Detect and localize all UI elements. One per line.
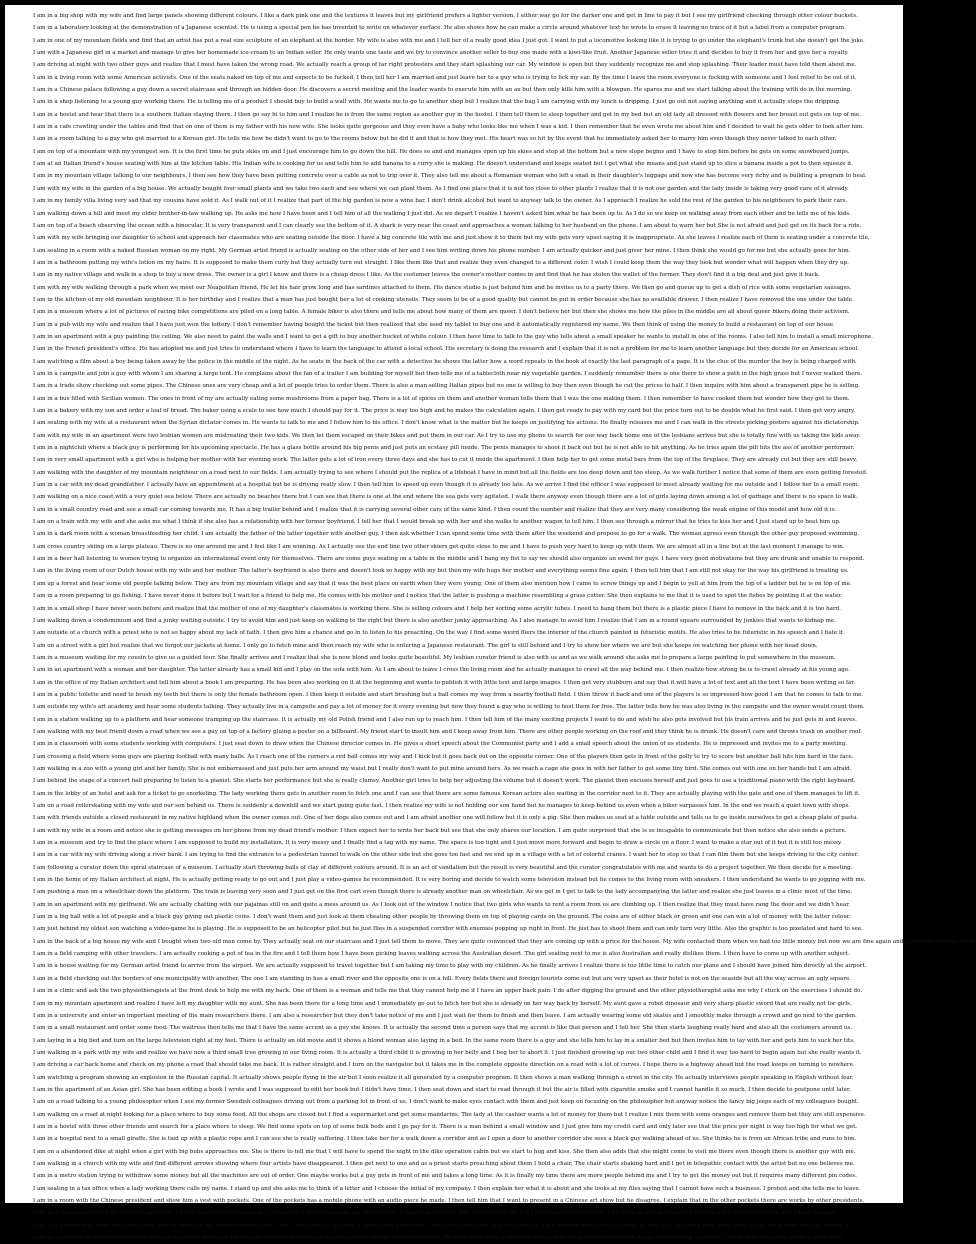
- dream-entry-line: I am driving at night with two other guys and realize that I must have taken the wrong road. We actually reach a group of far right protesters and they start splashing our car. My window is open but they suddenly recognize me and stop splashing. Their leader must have told them about me.: [33, 62, 857, 69]
- dream-entry-line: I am crossing a field where some guys are playing football with many balls. As I reach one of the corners a red ball comes my way and I kick but it goes back out on the opposite corner. One of the players then gets in front of the golly to try to score but another ball hits him hard in the face.: [33, 753, 854, 760]
- dream-entry-line: I am in a small restaurant and order some food. The waitress then tells me that I have the same accent as a guy she knows. It is actually the second time a person says that my accent is like that person and I tell her. She then starts laughing really hard and also all the costumers around us.: [33, 1025, 852, 1032]
- dream-entry-line: I am in the back of a big house my wife and I bought when two old men come by. They actually seat on our staircase and I just tell them to move. They are quite convinced that they are coming up with a price for the house. My wife contacted them when we had too little money but now we are fine again and I just start cursing wood.: [33, 938, 976, 945]
- dream-entry-line: I am in very small apartment with a girl who is helping her mother with her evening work. The latter gets a lot of iron every three days and she has to cut it inside the apartment. I then help her to get some metal bars from the top of the fireplace. They are already cut but they are still heavy.: [33, 457, 858, 464]
- dream-entry-line: I am walking with the daughter of my mountain neighbour on a road next to our fields. I am actually trying to see where I should put the replica of a lifeboat I have in mind but all the fields are too deep down and too steep. As we walk further I notice that some of them are even getting forested.: [33, 469, 868, 476]
- dream-entry-line: I am in a dark room with a woman breastfeeding her child. I am actually the father of the latter together with another guy. I then ask whether I can spend some time with them after the weekend and propose to go for a walk. The woman agrees even though the other guy proposed swimming.: [33, 531, 859, 538]
- dream-entry-line: I am seating in a room with a naked Russian woman on my right. My German artist friend is actually seating on the other side of her and I see him writing down his phone number. I am actually quicker and just giver her mine. I then think she would go for me but she actually goes for him.: [33, 247, 851, 254]
- dream-entry-line: I am in a room with the Chinese president and show him a vest with pockets. One of the pockets has a mobile phone with an audio piece he made. I then tell him that I want to present in a Chinese art show but he disagree. I explain that in the other pockets there are works by other presidents.: [33, 1198, 865, 1204]
- dream-entry-line: I am in a bakery with my son and order a loaf of bread. The baker using a scale to see how much I should pay for it. The price is way too high and he makes the calculation again. I then get ready to pay with my card but the price turn out to be double what he first said. I then get very angry.: [33, 408, 856, 414]
- dream-entry-line: I am in a car with my dead grandfather. I actually have an appointment at a hospital but he is driving really slow. I then tell him to speed up even though it is already too late. As we arrive I find the officer I was supposed to meet already waiting for me outside and I follow her to a small room.: [33, 482, 859, 489]
- dream-entry-line: I am on a abandoned dike at night when a girl with big bubs approaches me. She is there to tell me that I will have to spend the night in the dike operation cabin but we start to hug and kiss. She then also adds that she might come to visit me there even though there is another guy with me.: [33, 1148, 856, 1155]
- dream-entry-line: I am with friends outside a closed restaurant in my native highland when the owner comes out. One of her dogs also comes out and I am afraid another one will follow but it is only a pig. She then makes us seat at a table outside and tells us to go inside ourselves to get a cheap plate of pasta.: [33, 815, 859, 822]
- dream-entry-line: I am in a cafe crawling under the tables and find that on one of them is my father with his new wife. She looks quite gorgeous and they even have a baby who looks like me when I was a kid. I then remember that he even wrote me about him and I decided to wait he gets older to look after him.: [33, 124, 864, 131]
- dream-entry-line: I am on a road talking to a young philosopher when I see my former Swedish colleagues driving out from a parking lot in front of us. I don't want to make eyes contact with them and just keep on focusing on the philosopher but anyway notice the fancy big jeeps each of my colleagues bought.: [33, 1099, 859, 1106]
- dream-entry-line: I am in a bus filled with Sicilian women. The ones in front of my are actually eating some mushrooms from a paper bag. There is a lot of spices on them and another woman tells them that I was the one making them. I then remember to have cooked them but wonder how they got to them.: [33, 395, 850, 402]
- dream-entry-line: I am in the office of my Italian architect and tell him about a book I am preparing. He has been also working on it at the beginning and wants to publish it with little text and large images. I then get very stubborn and say that it will have a lot of text and all the text I have been writing so far.: [33, 679, 856, 686]
- document-page: [5, 5, 976, 1242]
- dream-entry-line: I am in a small shop I have never seen before and realize that the mother of one of my daughter's classmates is working there. She is selling colours and I help her sorting some acrylic tubes. I need to hang them but there is a plastic piece I have to remove in the back and it is too hard.: [33, 605, 841, 612]
- dream-entry-line: I am in one of my mountain fields and find that an artist has put a real size sculpture of an elephant at the border. My wife is also with me and I tell her of a really good idea I just got. I want to put a locomotive looking like it is trying to go under the elephant's trunk but she doesn't get the joke.: [33, 37, 865, 44]
- dream-entry-line: I am in a garden with three men discussing how to renovate the window outside their club. They think of applying a corrugated plaster but I explain to them that they first need to put a wooden frame in the outside so that they can use a long metal float to put the plaster straight around it.: [33, 1222, 852, 1229]
- dream-entry-line: I am in a campsite and join a guy with whom I am sharing a large tent. He complains about the fan of a trailer I am building for myself but then tells me of a tablecloth near my vegetable garden. I suddenly remember there is one there to show a path in the high grass but I never walked there.: [33, 370, 863, 377]
- dream-entry-line: I am outside of a church with a priest who is not so happy about my lack of faith. I then give him a chance and go in to listen to his preaching. On the way I find some weird fliers the interior of the church painted in futuristic motifs. He also tries to be futuristic in his speech and I hate it.: [33, 630, 845, 637]
- dream-entry-line: I am in the lobby of an hotel and ask for a ticket to go snorkeling. The lady working there gets in another room to fetch one and I can see that there are some famous Korean actors also waiting in the corridor next to it. They are actually playing with the gate and one of them manages to lift it.: [33, 790, 861, 797]
- dream-entry-line: I am in a room talking to a guy who got married to a Korean girl. He tells me how he didn't want to go to the rooms below but he did it and that is how they met. His heart was so hit by the event that he immediately asked her to marry him even though they never talked to each other.: [33, 136, 837, 143]
- dream-entry-line: I am in a Chinese palace following a guy down a secret staircase and through an hidden door. He discovers a secret meeting and the leader wants to execute him with an ax but then only kills him with a blowgun. He spares me and we start talking about the training with do in the morning.: [33, 87, 852, 94]
- dream-entry-line: I am in the living room of our Dutch house with my wife and her mother. The latter's boyfriend is also there and doesn't look so happy with my but then my wife hugs her mother and everything seems fine again. I then tell him that I am still not okay for the way his girlfriend is treating us.: [33, 568, 849, 575]
- dream-entry-line: I am in a trade show checking out some pipes. The Chinese ones are very cheap and a lot of people tries to order them. There is also a man selling Italian pipes but no one is willing to buy then even though he cut the prices to half. I then inquire with him about a transparent pipe he is selling.: [33, 383, 860, 390]
- dream-entry-line: I am in a field checking out the borders of one municipality with another. The one I am standing in has a small river and the opposite one is on a hill. Every fields there and foreign tourists come out but are very upset as their hotel is not on the seaside but all the way across an ugly square.: [33, 975, 852, 982]
- dream-entry-line: I am in an apartment with a guy painting the ceiling. We also need to paint the walls and I want to get a gift to buy another bucket of white colour. I then have time to talk to the guy who tells about a small speaker he wants to install in one of the rooms. I also tell him to install a small microphone.: [33, 333, 873, 340]
- dream-entry-line: I am at an Italian friend's house seating with him at the kitchen table. His Indian wife is cooking for us and tells him to add banana to a curry she is making. He doesn't understand and keeps seated but I get what she means and just stand up to slice a banana inside a pot to then squeeze it.: [33, 161, 854, 168]
- dream-entry-line: I am driving a car back home and check on my phone a road that should take me back. It is rather straight and I turn on the navigator but it takes me in the complete opposite direction on a road with a lot of curves. I hope there is a highway ahead but the road keeps on turning to nowhere.: [33, 1062, 855, 1069]
- dream-entry-line: I am outside my wife's art academy and hear some students talking. They actually live in a campsite and pay a lot of money for it every evening but now they found a guy who is willing to host them for free. The latter tells how he was also living in the campsite and the owner would count them.: [33, 704, 865, 711]
- dream-entry-line: I am walking in a church with my wife and find different arrows showing where four artists have disappeared. I then get next to one and as a priest starts preaching about them I hold a chair. The chair starts shaking hard and I get in telepathic contact with the artist but no one believes me.: [33, 1160, 855, 1167]
- dream-entry-line: I am in the kitchen of my old mountain neighbour. It is her birthday and I realize that a man has just bought her a lot of cooking utensils. They seem to be of a good quality but cannot be put in order because she has no available drawer. I then realize I have removed the one under the table.: [33, 296, 854, 303]
- dream-entry-line: I am laying in a big bed and turn on the large television right at my feet. There is actually an old movie and it shows a blond woman also laying in a bed. In the same room there is a guy and she tells him to lay in a smaller bed but then invites him to lay with her and gets him to suck her tits.: [33, 1037, 855, 1044]
- dream-entry-line: I am walking down a hill and meet my older brother-in-law walking up. He asks me how I have been and I tell him of all the walking I just did. As we depart I realize I haven't asked him what he has been up to. As I do so we keep on walking away from each other and he tells me of his kids.: [33, 210, 851, 217]
- dream-entry-line: I am in an apartment with my girlfriend. We are actually chatting with our pajamas still on and quite a mess around us. As I look out of the window I notice that two girls who wants to rent a room from us are climbing up. I then realize that they must have rang the door and we didn't hear.: [33, 901, 850, 908]
- dream-entry-line: I am walking down a condominium and find a junky waiting outside. I try to avoid him and just keep on walking to the right but there is also another junky approaching. As I also manage to avoid him I realize that I am in a round square surrounded by junkies that wants to kidnap me.: [33, 617, 836, 624]
- dream-entry-line: I am in a pub with my wife and realize that I have just won the lottery. I don't remember having bought the ticket but then realized that she used my tablet to buy one and it automatically registered my name. We then think of using the money to build a restaurant on top of our house.: [33, 321, 835, 328]
- dream-entry-line: I am on top of a beach observing the ocean with a binocular. It is very transparent and I can clearly see the bottom of it. A shark is very near the coast and approaches a woman talking to her husband on the phone. I am about to warn her but She is not afraid and just get on its back for a ride.: [33, 222, 862, 229]
- dream-entry-line: I am in a bathroom putting my wife's lotion on my hairs. It is supposed to make them curly but they actually turn out straight. I like them like that and realize they even changed to a different color. I wish I could keep them the way they look but wonder what will happen when they dry up.: [33, 259, 849, 266]
- dream-entry-line: I am in a field camping with other travelers. I am actually cooking a pot of tea in the fire and I tell them how I have been picking leaves walking across the Australian desert. The girl seating next to me is also Australian and really dislikes them. I then have to come up with another subject.: [33, 951, 850, 958]
- dream-entry-line: I am in a car with my wife driving along a river bank. I am trying to find the entrance to a pedestrian tunnel to walk on the other side but she goes too fast and we end up in a village with a lot of colorful cranes. I want her to stop so that I can film them but she keeps driving to the city center.: [33, 852, 859, 859]
- dream-entry-line: I am in a big shop with my wife and find large panels showing different colours. I like a dark pink one and the textures it leaves but my girlfriend prefers a lighter version. I either way go for the darker one and get in line to pay it but I see my girlfriend checking through other colour buckets.: [33, 13, 858, 19]
- dream-entry-line: I am in a public toilette and need to brush my teeth but there is only the female bathroom open. I then keep it outside and start brushing but a ball comes my way from a nearby football field. I then throw it back and one of the players is so impressed how good I am that he comes to talk to me.: [33, 691, 864, 698]
- dream-entry-line: I am on top of a mountain with my youngest son. It is the first time he puts skies on and I just encourage him to go down the hill. He does so and and manages open up his skies and stop at the bottom but a new slope begins and I have to stop him before he gets on some snowboard jumps.: [33, 148, 850, 155]
- dream-entry-line: I am in a small country road and see a small car coming towards me. It has a big trailer behind and I realize that it is carrying several other cars of the same kind. I then count the number and realize that they are very many considering the weak engine of this model and how old it is.: [33, 506, 837, 513]
- dream-entry-line: I am with my wife bringing our daughter to school and approach her classmates who are seating outside the door. I have a big concrete tile with me and just show it to them but my wife gets very upset saying it is inappropriate. As she leaves I realize each of them is seating under a concrete tile.: [33, 235, 870, 242]
- dream-entry-line: I am in a room preparing to go fishing. I have never done it before but I wait for a friend to help me. He comes with his mother and I notice that the latter is pushing a machine resembling a grass cutter. She then explains to me that it is used to spot the fishes by pointing it at the water.: [33, 593, 843, 600]
- dream-entry-line: I am in a museum where a lot of pictures of racing bike competitions are piled on a long table. A female biker is also there and tells me about how many of them are queer. I don't believe her but then she shows me how the piles in the middle are all about queer bikers doing their activism.: [33, 309, 850, 316]
- dream-entry-line: I am seating in a tax office when a lady working there calls my name. I stand up and she asks me to think of a letter and I choose the initial of my company. I then explain her what it is about and she looks at my files saying that I cannot have such a business. I protest and she tells me to leave.: [33, 1185, 861, 1192]
- dream-entry-line: I am watching a film about a boy being taken away by the police in the middle of the night. As he seats in the back of the car with a detective he shows the latter how a word repeats in the book at exactly the last paragraph of a page. It is the clue of the murder the boy is being charged with.: [33, 358, 857, 365]
- dream-entry-line: I am in my native village and walk in a shop to buy a new dress. The owner is a girl I know and there is a cheap dress I like. As the costumer leaves the owner's mother comes in and find that he has stolen the wallet of the former. They don't find it a big deal and just give it back.: [33, 272, 820, 279]
- dream-entry-line: I am in a big hall with a lot of people and a black guy giving out plastic coins. I don't want them and just look at them cheating other people by throwing them on top of playing cards on the ground. The coins are of either black or green and one can win a lot of money with the latter colour.: [33, 914, 851, 921]
- dream-entry-line: I am in an apartment with a woman and her daughter. The latter already has a small kid and I play on the sofa with him. As I am about to leave I cross the living room and he actually manages to crawl all the way behind me. I then realize how strong he is to crawl already at his young age.: [33, 667, 850, 674]
- dream-entry-line: I am with my wife in the garden of a big house. We actually bought four small plants and we take two each and see where we can plant them. As I find one place that it is not too close to other plants I realize that it is not our garden and the lady inside is taking very good care of it already.: [33, 185, 849, 192]
- dream-entry-line: I am in a hostel and hear that there is a southern Italian staying there. I then go say hi to him and I realize he is from the same region as another guy in the hostel. I then tell them to sleep together and get in my bed but an old lady all dressed with flowers and her breast out gets on top of me.: [33, 111, 861, 118]
- dream-entry-line: I am seating with my wife at a restaurant when the Syrian dictator comes in. He wants to talk to me and I follow him to his office. I don't know what is the matter but he keeps on justifying his actions. He finally releases me and I can walk in the streets picking posters against his dictatorship.: [33, 420, 860, 427]
- dream-entry-line: I am in a hostel with three other friends and search for a place where to sleep. We find some spots on top of some bulk beds and I go pay for it. There is a man behind a small window and I just give him my credit card and only later see that the price per night is way too high for what we get.: [33, 1123, 858, 1130]
- dream-entry-line: I am walking on a road at night looking for a place where to buy some food. All the shops are closed but I find a supermarket and get some mandarins. The lady at the cashier wants a lot of money for them but I realize I mix them with some oranges and remove them but they are still expensive.: [33, 1111, 866, 1118]
- dream-entry-line: I am with my wife walking through a park when we meet our Neapolitan friend. He let his hair grow long and has sardines attached to them. His dance studio is just behind him and he invites us to a party there. We then go and queue up to get a dish of rice with some vegetarian sausages.: [33, 284, 852, 291]
- dream-entry-line: I am in a nightclub where a black guy is performing for his upcoming spectacle. He has a glass bottle around his big penis and just puts an ecstasy pill inside. The penis manages to shoot it back out but he is not able to hit anything. As he tries again the pill hits the ass of another performer.: [33, 445, 855, 452]
- dream-entry-line: I am in a station walking up to a platform and hear someone tramping up the staircase. It is actually my old Polish friend and I also run up to reach him. I then tell him of the many exciting projects I want to do and wish he also gets involved but his train arrives and he just gets in and leaves.: [33, 716, 857, 723]
- dream-entry-line: I am walking with my best friend down a road when we see a guy on top of a factory gluing a poster on a billboard. My friend start to insult him and I keep away from him. There are other people working on the roof and they think he is drunk. He doesn't care and throws trash on another roof.: [33, 728, 862, 735]
- dream-entry-line: I am in my family villa living very sad that my cousins have sold it. As I walk out of it I realize that part of the big garden is now a wine bar. I don't drink alcohol but want to anyway talk to the owner. As I approach I realize he sold the rest of the garden to his neighbours to park their cars.: [33, 198, 848, 205]
- dream-entry-line: I am walking on a nice coast with a very quiet sea below. There are actually no beaches there but I can see that there is one at the end where the sea gets very agitated. I walk there anyway even though there are a lot of girls laying down among a lot of garbage and there is no space to walk.: [33, 494, 858, 501]
- dream-entry-line: I am in a hospital next to a small giraffe. She is tied up with a plastic rope and I can see she is really suffering. I then take her for a walk down a corridor and as I open a door to another corridor she sees a black guy walking ahead of us. She thinks he is from an African tribe and runs to him.: [33, 1136, 857, 1143]
- dream-entry-line: I am on a street with a girl but realize that we forgot our jackets at home. I only go to fetch mine and then reach my wife who is entering a Japanese restaurant. The girl is still behind and I try to show her where we are but she keeps on watching her phone with her head down.: [33, 642, 818, 649]
- dream-entry-line: I am in a shop listening to a young guy working there. He is telling me of a product I should buy to build a wall with. He wants me to go to another shop but I realize that the bag I am carrying with my lunch is dripping. I just go out not saying anything and it actually stops the dripping.: [33, 99, 841, 106]
- dream-entry-line: I am on a road rollerskating with my wife and our son behind us. There is suddenly a downhill and we start going quite fast. I then realize my wife is not holding our son hand but he manages to keep behind us even when a biker surpasses him. In the end we reach a quiet town with shops.: [33, 803, 851, 809]
- dream-entry-line: I am with a Japanese girl in a market and manage to give her homemade ice-cream to an Indian seller. He only wants one taste and we try to convince another seller to buy one made with a kiwi-like fruit. Another Japanese seller tries it and decides to buy it from her and give her a royalty.: [33, 50, 849, 57]
- dream-entry-line: I am in a museum waiting for my cousin to give us a guided tour. She finally arrives and I realize that she is now blond and looks quite beautiful. My lesbian curator friend is also with us and as we walk around she asks me to prepare a large painting to put somewhere in the museum.: [33, 654, 836, 661]
- dream-entry-line: I am just behind my oldest son watching a video-game he is playing. He is supposed to be an helicopter pilot but he just flies in a suspended corridor with enemies popping up right in front. He just has to shoot them and can only turn very little. Also the graphic is too pixelated and hard to see.: [33, 926, 863, 933]
- dream-entry-line: I am in the home of my Italian architect at night. He is actually getting ready to go out and I just play a video-games he recommended. It is very boring and decide to watch some television instead but he comes to the living room with sneakers. I then understand he wants to go jogging with me.: [33, 877, 866, 884]
- dream-entry-line: I am behind the stage of a concert hall preparing to listen to a pianist. She starts her performance but she is really clumsy. Another girl tries to help her adjusting the volume but it doesn't work. The pianist then excuses herself and just goes to use a traditional piano with the right keyboard.: [33, 778, 856, 785]
- dream-entry-line: I am in a metro station trying to withdraw some money but all the machines are out of order. One maybe works but a guy gets in front of me and takes a long time. As it is finally my time there are more people behind me and I try to get the money out but it requires many different pin codes.: [33, 1173, 857, 1180]
- dream-entry-line: I am walking in a park with my wife and realize we have now a third small tree growing in our living room. It is actually a third child it is growing in her belly and I beg her to abort it. I just finished growing up our two other child and I find it way too hard to begin again but she really wants it.: [33, 1049, 862, 1056]
- dream-entry-line: I am in a living room with some American activists. One of the seats naked on top of me and expects to be fucked. I then tell her I am married and just leave her to a guy who is trying to lick my ear. By the time I leave the room everyone is fucking with someone and I feel relief to be out of it.: [33, 74, 857, 81]
- dream-entry-line: I am in a house waiting for my German artist friend to arrive from the airport. We are actually supposed to travel together but I am taking my time to play with my children. As he finally arrives I realize there is too little time to catch our plane and I should have joined him directly at the airport.: [33, 963, 867, 970]
- dream-entry-line: I am in a beer hall listening to women trying to organize an international event only for themselves. There are some guys seating on a table in the middle and I bang my fist to say we should also organize an event for guys. I have very good motivations but they are drunk and unable to respond.: [33, 556, 865, 563]
- dream-entry-line: I am pushing a man on a wheelchair down the platform. The train is leaving very soon and I just get on the first cart even though there is already another man on wheelchair. As we get in I get to talk to the lady accompanying the latter and realize she just leaves in a clinic most of the time.: [33, 889, 853, 896]
- dream-entry-line: I am with my wife in a room and notice she is getting messages on her phone from my dead friend's mother. I then expect her to write her back but see that she only shares our location. I am quite surprised that she is so incapable to communicate but then notice she also sends a picture.: [33, 827, 847, 834]
- dream-entry-line: I am in a station searching for a train to go home. I try to read the information on a screen but I don't recognize any of the cities. A Japanese girl then tells me to follow her but I first have to buy a ticket. I try to do so at a machine but there is a lot of advertisement and I don't manage.: [33, 1210, 838, 1217]
- dream-entry-line: I am following a curator down the spiral staircase of a museum. I actually start throwing balls of clay of different colours around. It is an act of vandalism but the result is very beautiful and the curator congratulates with me and wants to do a project together. We then decide for a meeting.: [33, 864, 853, 871]
- dream-entry-line: I am in a university and enter an important meeting of the main researchers there. I am also a researcher but they don't take notice of me and I just wait for them to finish and then leave. I am actually wearing some old skates and I smoothly make through a crowd and go next to the garden.: [33, 1012, 857, 1019]
- dream-entry-line: I am in a clinic and ask the two physiotherapists at the front desk to help me with my back. One of them is a woman and tells me that they cannot help me if I have an upper back pain. I do after digging the ground and the other physiotherapist asks me why I stuck on the exercises I should do.: [33, 988, 863, 995]
- dream-entry-line: I am on a train with my wife and she asks me what I think if she also has a relationship with her former boyfriend. I tell her that I would break up with her and she walks to another wagon to tell him. I then see through a mirror that he tries to kiss her and I just stand up to beat him up.: [33, 519, 841, 526]
- dream-entry-line: I am in the French president's office. He has adopted me and just tries to understand where I have to learn the language to attend a local school. His secretary is doing the research and I explain that it is not a problem for me to learn another language but they decide for an American school.: [33, 346, 859, 353]
- dream-entry-line: I am in my mountain apartment and realize I have left my daughter with my aunt. She has been there for a long time and I immediately go out to fetch her but she is already on her way back by herself. My aunt gave a robot dinosaur and very sharp plastic sword that are really not for girls.: [33, 1000, 852, 1007]
- dream-entry-line: I am in a classroom with some students working with computers. I just seat down to draw when the Chinese director comes in. He gives a short speech about the Communist party and I add a small speech about the union of us students. He is impressed and invites me to a party meeting.: [33, 741, 848, 748]
- dream-entry-line: I am in a laboratory looking at the demonstration of a Japanese scientist. He is using a special pen he has invented to write on whatever surface. He also shows how he can make a circle around whatever text he wrote to erase it leaving no trace of it but a label from a computer program.: [33, 25, 846, 32]
- dream-entry-line: I am in a museum and try to find the place where I am supposed to build my installation. It is very messy and I finally find a tag with my name. The space is too tight and I just move more forward and begin to draw a circle on a floor. I want to make a star out of it but it is still too messy.: [33, 840, 843, 847]
- dream-entry-line: I am up a forest and hear some old people talking below. They are from my mountain village and say that it was the best place on earth when they were young. One of them also mention how I came to screw things up and I begin to yell at him from the top of a ladder but he is on top of me.: [33, 580, 852, 587]
- dream-entry-line: I am in a car with my best friend driving through my native highland. He actually wants to bring me to my village even though I don't feel like it. We then drive down a dirt road and park in the middle of the forest. As we start walking we notice a small door on a rock where a witch lives.: [33, 1235, 845, 1242]
- dream-entry-line: I am in the apartment of an Asian girl. She has been editing a book I wrote and I was supposed to edit her book but I didn't have time. I then seat down and start to read through it but the air is filled with cigarette smoke and I cannot handle it so much. I then decide to postpone until later.: [33, 1086, 851, 1093]
- dream-entry-line: I am walking in a zoo with a young girl and her family. She is not embarrassed and just puts her arm around my waist but I really don't want to put mine around hers. As we reach a cage she goes in with her father to get some tiny bird. She comes out with one on her hands but I am afraid.: [33, 765, 852, 772]
- dream-entry-line: I am cross country skiing on a large plateau. There is no one around me and I feel like I am winning. As I actually see the end line two other skiers get quite close to me and I have to push very hard to keep up with them. We are almost all in a line but at the last moment I manage to win.: [33, 543, 845, 550]
- dream-entry-line: I am watching a program showing an explosion in the Russian capital. It actually shows people flying in the air but I soon realize it all generated by a computer program. It then shows a man walking through a street in the city. He actually interviews people speaking in English without fear.: [33, 1074, 854, 1081]
- dream-entry-line: I am in my mountain village talking to our neighbours. I then see how they have been putting concrete over a cable as not to trip over it. They also tell me about a Romanian woman who left a snail in their daughter's luggage and now she has become very itchy and is building a program to heal.: [33, 173, 867, 180]
- dream-entry-line: I am with my wife in an apartment were two lesbian women are mistreating their two kids. We then let them escaped on their bikes and put them in our car. As I try to use my phone to search for our way back home one of the lesbians arrives but she is totally fine with us taking the kids away.: [33, 432, 861, 439]
